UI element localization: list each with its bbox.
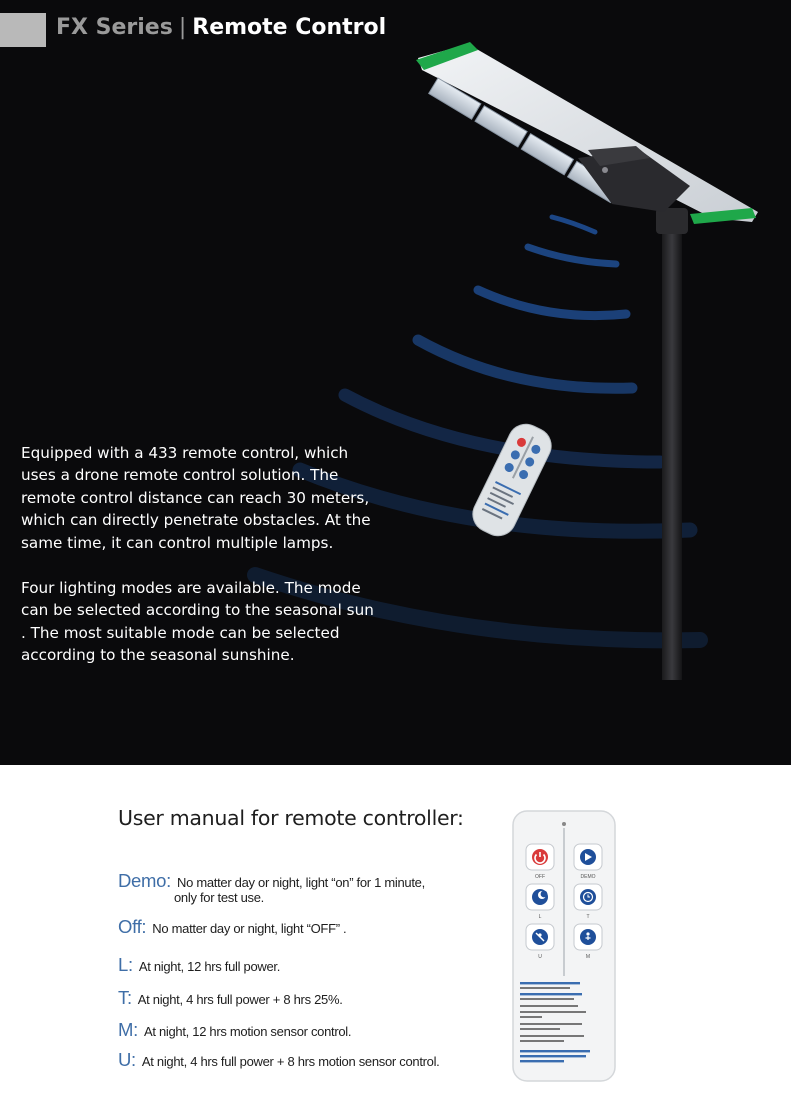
- mode-key: U:: [118, 1049, 136, 1070]
- mode-row-off: [118, 916, 346, 938]
- mode-key: Off:: [118, 916, 147, 937]
- mode-description-cont: only for test use.: [174, 890, 264, 905]
- series-name: FX Series: [56, 15, 173, 40]
- mode-key: M:: [118, 1019, 138, 1040]
- manual-title: User manual for remote controller:: [118, 806, 464, 830]
- remote-label-m: M: [585, 954, 591, 960]
- remote-controller-image: [512, 810, 616, 1082]
- mode-description: No matter day or night, light “on” for 1 minute,: [177, 875, 425, 890]
- mode-key: T:: [118, 987, 132, 1008]
- intro-paragraph-2: Four lighting modes are available. The mode can be selected according to the seasonal sun . The most suitable mode can be selected according to the seasonal sunshine.: [21, 579, 374, 665]
- mode-description: No matter day or night, light “OFF” .: [152, 921, 347, 936]
- signal-wave-2: [528, 247, 616, 264]
- section-title: Remote Control: [192, 15, 387, 40]
- remote-label-off: OFF: [535, 874, 545, 880]
- pole-bracket: [656, 208, 688, 234]
- mode-row-demo: [118, 870, 425, 905]
- mode-description: At night, 4 hrs full power + 8 hrs motion sensor control.: [141, 1054, 440, 1069]
- remote-label-l: L: [538, 914, 542, 920]
- signal-wave-1: [552, 217, 595, 232]
- mode-key: Demo:: [118, 870, 171, 891]
- light-pole: [662, 210, 682, 680]
- mode-description: At night, 4 hrs full power + 8 hrs 25%.: [137, 992, 343, 1007]
- mode-description: At night, 12 hrs motion sensor control.: [143, 1024, 352, 1039]
- mode-description: At night, 12 hrs full power.: [138, 959, 281, 974]
- remote-label-demo: DEMO: [580, 874, 596, 880]
- intro-paragraph-1: Equipped with a 433 remote control, which uses a drone remote control solution. The remote control distance can reach 30 meters, which can directly penetrate obstacles. At the same time, it can control multiple lamps.: [21, 444, 371, 552]
- lamp-head: [416, 42, 758, 224]
- remote-label-t: T: [586, 914, 590, 920]
- mode-key: L:: [118, 954, 133, 975]
- remote-label-u: U: [538, 954, 542, 960]
- mode-row-m: [118, 1019, 351, 1041]
- signal-wave-3: [478, 290, 626, 316]
- title-separator: |: [178, 15, 187, 40]
- signal-wave-4: [418, 340, 632, 388]
- mode-row-u: [118, 1049, 440, 1071]
- mode-row-l: [118, 954, 280, 976]
- mode-row-t: [118, 987, 343, 1009]
